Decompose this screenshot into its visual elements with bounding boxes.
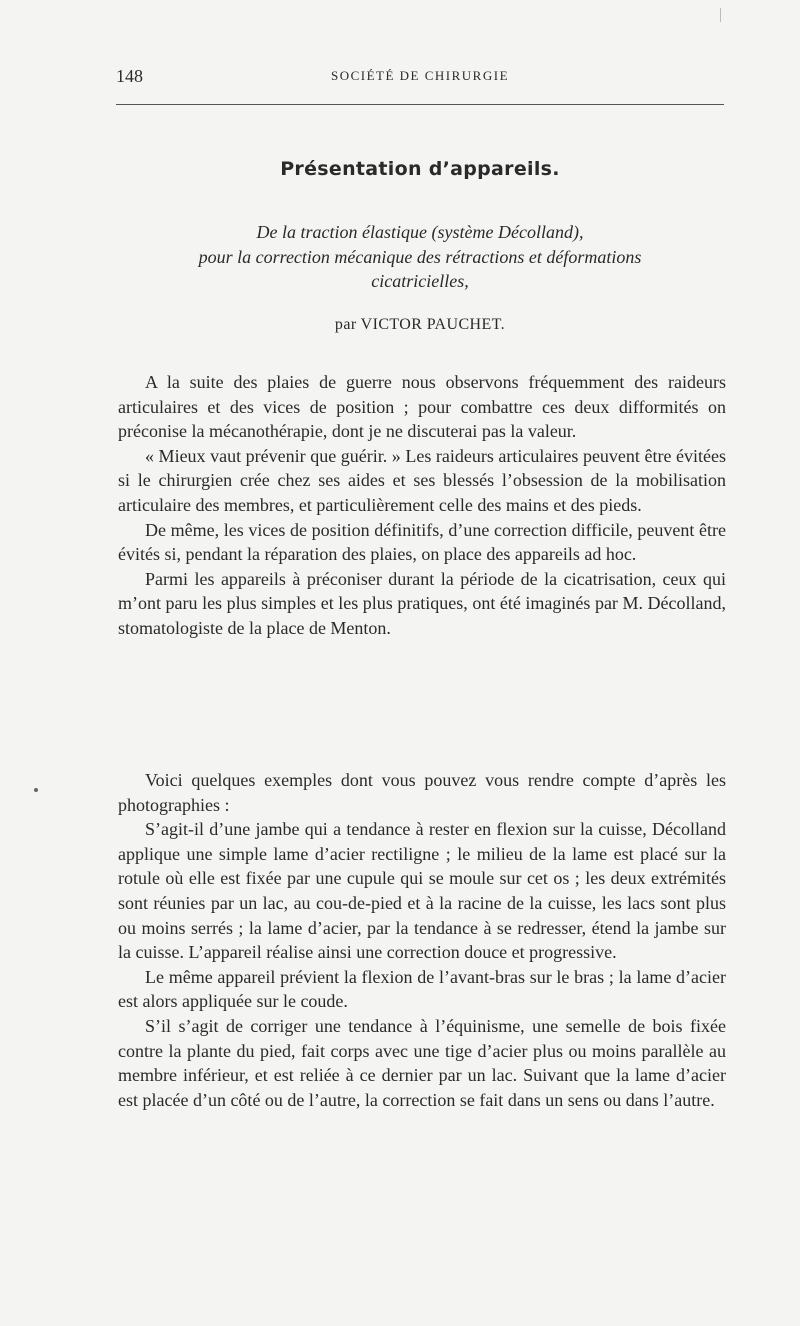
- margin-dot: [34, 788, 38, 792]
- scan-mark: [720, 8, 721, 22]
- paragraph: Le même appareil prévient la flexion de l’avant-bras sur le bras ; la lame d’acier est alors appliquée sur le coude.: [118, 966, 726, 1012]
- paragraph: Voici quelques exemples dont vous pouvez vous rendre compte d’après les photographies :: [118, 770, 726, 815]
- paragraph: De même, les vices de position définitifs, d’une correction difficile, peuvent être évités si, pendant la réparation des plaies, on place des appareils ad hoc.: [118, 519, 726, 565]
- paragraph: A la suite des plaies de guerre nous observons fréquemment des raideurs articulaires et des vices de position ; pour combattre ces deux difformités on préconise la mécanothérapie, dont je ne discuterai pas la valeur.: [118, 372, 726, 442]
- body-section-2: [118, 768, 726, 1112]
- subtitle-line: De la traction élastique (système Décolland),: [256, 222, 584, 242]
- subtitle-line: pour la correction mécanique des rétractions et déformations: [198, 246, 642, 267]
- paragraph: S’agit-il d’une jambe qui a tendance à rester en flexion sur la cuisse, Décolland applique une simple lame d’acier rectiligne ; le milieu de la lame est placé sur la rotule où elle est fixée par une cupule qui se moule sur cet os ; les deux extrémités sont réunies par un lac, au cou-de-pied et à la racine de la cuisse, les lacs sont plus ou moins serrés ; la lame d’acier, par la tendance à se redresser, étend la jambe sur la cuisse. L’appareil réalise ainsi une correction douce et progressive.: [118, 819, 726, 963]
- paragraph: « Mieux vaut prévenir que guérir. » Les raideurs articulaires peuvent être évitées si le chirurgien crée chez ses aides et ses blessés l’obsession de la mobilisation articulaire des membres, et particulièrement celle des mains et des pieds.: [118, 445, 726, 515]
- paragraph: S’il s’agit de corriger une tendance à l’équinisme, une semelle de bois fixée contre la plante du pied, fait corps avec une tige d’acier plus ou moins parallèle au membre inférieur, et est reliée à ce dernier par un lac. Suivant que la lame d’acier est placée d’un côté ou de l’autre, la correction se fait dans un sens ou dans l’autre.: [118, 1015, 726, 1110]
- page-header: [116, 66, 724, 90]
- subtitle-line: cicatricielles,: [371, 271, 469, 291]
- article-byline: par VICTOR PAUCHET.: [334, 316, 506, 333]
- header-rule: [116, 104, 724, 105]
- article-title: Présentation d’appareils.: [280, 158, 560, 180]
- running-head: SOCIÉTÉ DE CHIRURGIE: [330, 68, 510, 83]
- page-number: 148: [116, 66, 143, 86]
- article-subtitle: [116, 220, 724, 294]
- body-section-1: [118, 370, 726, 641]
- paragraph: Parmi les appareils à préconiser durant la période de la cicatrisation, ceux qui m’ont paru les plus simples et les plus pratiques, ont été imaginés par M. Décolland, stomatologiste de la place de Menton.: [118, 568, 726, 638]
